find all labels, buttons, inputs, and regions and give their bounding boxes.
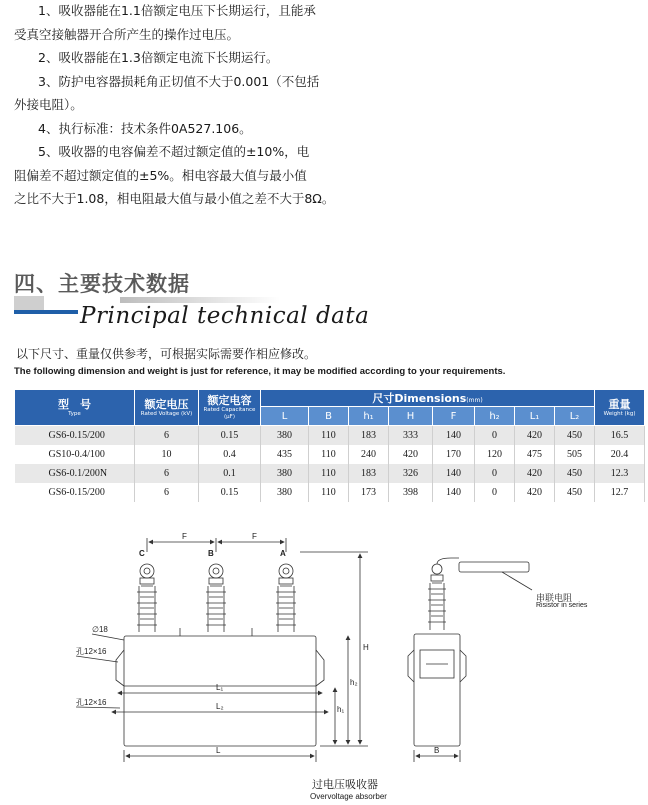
cell: 110	[309, 483, 349, 502]
cell: 173	[349, 483, 389, 502]
header-dim-L1: L₁	[515, 407, 555, 426]
cell: 183	[349, 426, 389, 446]
heading-accent-grey	[14, 296, 44, 310]
clause-2: 2、吸收器能在1.3倍额定电流下长期运行。	[38, 50, 279, 65]
phase-b-label: B	[208, 549, 214, 558]
hole-diameter-label: ∅18	[92, 625, 108, 634]
cell: 6	[135, 426, 199, 446]
cell: 475	[515, 445, 555, 464]
header-dim-h2: h₂	[475, 407, 515, 426]
cell: 450	[555, 426, 595, 446]
cell: 398	[389, 483, 433, 502]
table-row	[15, 483, 645, 502]
spec-table	[14, 389, 645, 502]
dim-L-label: L	[216, 746, 221, 755]
cell: 0.15	[199, 426, 261, 446]
cell: 16.5	[595, 426, 645, 446]
bushing-a	[276, 564, 296, 632]
cell: 140	[433, 483, 475, 502]
heading-accent-blue	[14, 310, 78, 314]
cell: 10	[135, 445, 199, 464]
hole-bottom-label: 孔12×16	[76, 698, 107, 707]
resistor-label-cn: 串联电阻	[536, 594, 573, 604]
cell: 420	[515, 426, 555, 446]
header-capacitance: 额定电容 Rated Capacitance (μF)	[199, 390, 261, 426]
dim-f-right: F	[252, 532, 257, 541]
cell: GS6-0.15/200	[15, 483, 135, 502]
clause-1-line-2: 受真空接触器开合所产生的操作过电压。	[14, 26, 240, 42]
clause-4: 4、执行标准：技术条件0A527.106。	[38, 120, 252, 136]
cell: 326	[389, 464, 433, 483]
bushing-c	[137, 564, 157, 632]
cell: 120	[475, 445, 515, 464]
cell: 110	[309, 445, 349, 464]
clause-5-line-2: 阻偏差不超过额定值的±5%。相电容最大值与最小值	[14, 167, 307, 183]
dim-h2-label: h₂	[350, 678, 358, 687]
cell: 450	[555, 464, 595, 483]
cell: 110	[309, 426, 349, 446]
header-dim-h1: h₁	[349, 407, 389, 426]
cell: 12.7	[595, 483, 645, 502]
cell: 240	[349, 445, 389, 464]
drawing-caption-cn: 过电压吸收器	[312, 778, 378, 791]
dim-L1-label: L₁	[216, 683, 224, 692]
series-resistor	[459, 562, 529, 572]
cell: 420	[515, 483, 555, 502]
clause-5-line-3: 之比不大于1.08，相电阻最大值与最小值之差不大于8Ω。	[14, 191, 335, 206]
cell: 110	[309, 464, 349, 483]
cell: 6	[135, 483, 199, 502]
cell: 183	[349, 464, 389, 483]
clause-3-line-2: 外接电阻）。	[14, 97, 83, 112]
header-dimensions: 尺寸Dimensions(mm)	[261, 390, 595, 407]
cell: 0	[475, 464, 515, 483]
cell: 505	[555, 445, 595, 464]
table-row	[15, 445, 645, 464]
cell: 20.4	[595, 445, 645, 464]
cell: 0.4	[199, 445, 261, 464]
cell: GS6-0.15/200	[15, 426, 135, 446]
table-row	[15, 464, 645, 483]
cell: 140	[433, 426, 475, 446]
cell: GS6-0.1/200N	[15, 464, 135, 483]
dim-h1-label: h₁	[337, 705, 345, 714]
clause-3-line-1: 3、防护电容器损耗角正切值不大于0.001（不包括	[38, 73, 320, 89]
header-dim-H: H	[389, 407, 433, 426]
header-voltage: 额定电压 Rated Voltage (kV)	[135, 390, 199, 426]
dim-f-left: F	[182, 532, 187, 541]
absorber-drawing	[0, 520, 648, 770]
dim-H-label: H	[363, 643, 369, 652]
side-view	[408, 558, 532, 762]
cell: 140	[433, 464, 475, 483]
cell: 380	[261, 464, 309, 483]
note-english: The following dimension and weight is just for reference, it may be modified according to your requirements.	[14, 366, 506, 377]
section-script-title: Principal technical data	[80, 303, 370, 329]
cell: 0	[475, 426, 515, 446]
header-dim-F: F	[433, 407, 475, 426]
header-weight: 重量 Weight (kg)	[595, 390, 645, 426]
dim-L2-label: L₂	[216, 702, 224, 711]
cell: 12.3	[595, 464, 645, 483]
cell: 333	[389, 426, 433, 446]
drawing-caption-en: Overvoltage absorber	[310, 792, 387, 801]
hole-top-label: 孔12×16	[76, 647, 107, 656]
phase-c-label: C	[139, 549, 145, 558]
phase-a-label: A	[280, 549, 286, 558]
resistor-label-en: Risistor in series	[536, 602, 588, 609]
cell: 380	[261, 426, 309, 446]
cell: 0.15	[199, 483, 261, 502]
header-dim-B: B	[309, 407, 349, 426]
header-dim-L: L	[261, 407, 309, 426]
front-view	[76, 532, 369, 762]
cell: 0	[475, 483, 515, 502]
note-chinese: 以下尺寸、重量仅供参考，可根据实际需要作相应修改。	[16, 347, 317, 361]
clause-5-line-1: 5、吸收器的电容偏差不超过额定值的±10%，电	[38, 144, 310, 159]
table-row	[15, 426, 645, 446]
header-model: 型 号 Type	[15, 390, 135, 426]
clauses-block	[14, 0, 614, 211]
header-dim-L2: L₂	[555, 407, 595, 426]
cell: 420	[389, 445, 433, 464]
dim-B-label: B	[434, 746, 440, 755]
section-title: 四、主要技术数据	[14, 271, 190, 296]
clause-1-line-1: 1、吸收器能在1.1倍额定电压下长期运行，且能承	[38, 3, 316, 18]
cell: 6	[135, 464, 199, 483]
cell: 420	[515, 464, 555, 483]
cell: GS10-0.4/100	[15, 445, 135, 464]
cell: 170	[433, 445, 475, 464]
cell: 435	[261, 445, 309, 464]
cell: 380	[261, 483, 309, 502]
cell: 0.1	[199, 464, 261, 483]
bushing-b	[206, 564, 226, 632]
cell: 450	[555, 483, 595, 502]
